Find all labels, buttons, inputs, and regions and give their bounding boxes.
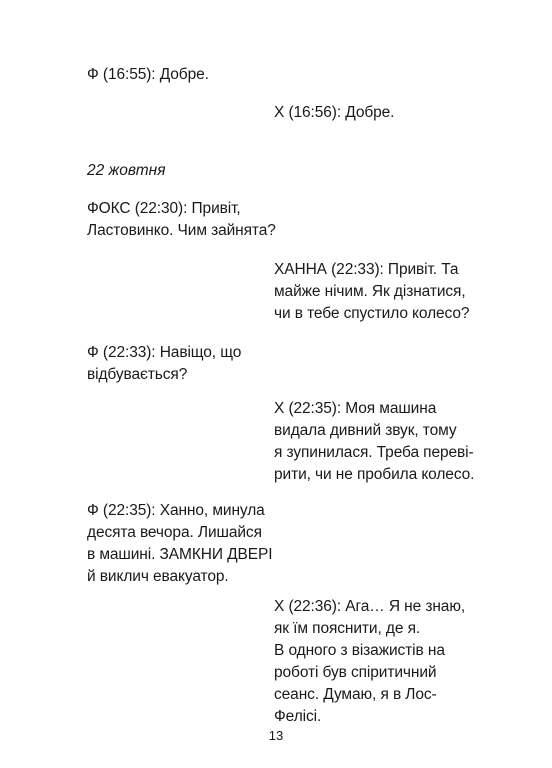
message-line: Ластовинко. Чим зайнята? [87, 222, 276, 239]
message-line: Феліcі. [274, 708, 322, 725]
date-heading: 22 жовтня [87, 162, 166, 179]
message-line: Х (16:56): Добре. [274, 104, 395, 121]
message-hanna-2235 [274, 398, 474, 486]
message-line: сеанс. Думаю, я в Лос- [274, 686, 437, 703]
message-line: я зупинилася. Треба переві- [274, 444, 474, 461]
message-line: майже нічим. Як дізнатися, [274, 283, 466, 300]
message-line: видала дивний звук, тому [274, 422, 457, 439]
message-line: десята вечора. Лишайся [87, 524, 262, 541]
message-line: Ф (22:35): Ханно, минула [87, 502, 265, 519]
message-hanna-2233 [274, 259, 469, 325]
message-line: В одного з візажистів на [274, 642, 445, 659]
page-number: 13 [268, 728, 284, 743]
message-line: Ф (22:33): Навіщо, що [87, 344, 242, 361]
message-line: як їм пояснити, де я. [274, 620, 421, 637]
message-hanna-1656 [274, 102, 394, 124]
message-line: відбувається? [87, 366, 188, 383]
message-line: роботі був спіритичний [274, 664, 437, 681]
message-line: й виклич евакуатор. [87, 568, 229, 585]
message-line: Х (22:36): Ага… Я не знаю, [274, 598, 466, 615]
message-fox-1655 [87, 64, 209, 86]
message-line: рити, чи не пробила колесо. [274, 466, 475, 483]
message-fox-2235 [87, 500, 272, 588]
message-line: в машині. ЗАМКНИ ДВЕРІ [87, 546, 273, 563]
message-hanna-2236 [274, 596, 465, 728]
message-line: Ф (16:55): Добре. [87, 66, 209, 83]
message-line: чи в тебе спустило колесо? [274, 305, 470, 322]
message-fox-2230 [87, 198, 276, 242]
message-line: Х (22:35): Моя машина [274, 400, 437, 417]
message-line: ФОКС (22:30): Привіт, [87, 200, 241, 217]
message-line: ХАННА (22:33): Привіт. Та [274, 261, 459, 278]
message-fox-2233 [87, 342, 241, 386]
